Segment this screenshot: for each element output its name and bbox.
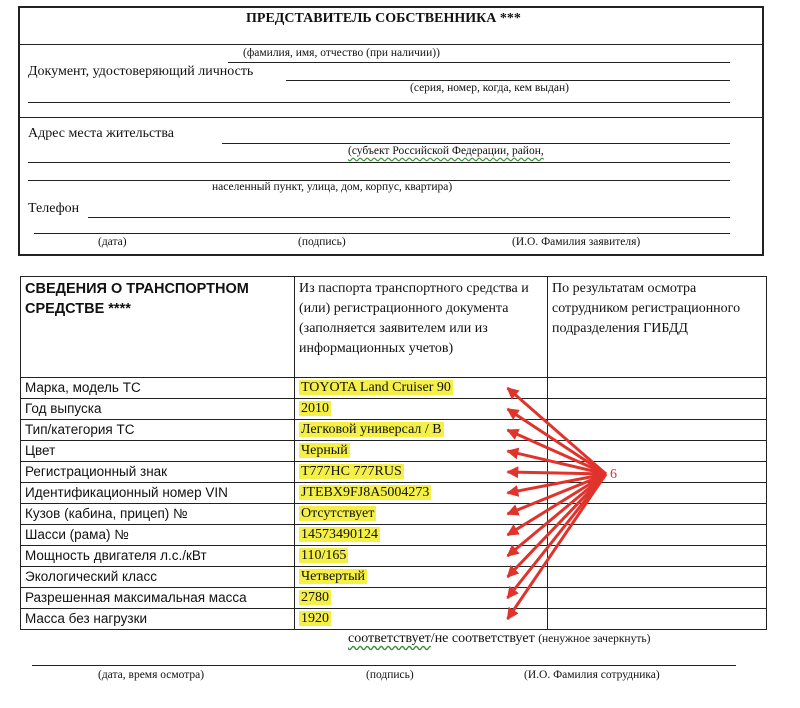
row-label: Мощность двигателя л.с./кВт	[21, 546, 295, 567]
conformity-ok: соответствует	[348, 631, 431, 646]
row-value: JTEBX9FJ8A5004273	[295, 483, 548, 504]
row-label: Разрешенная максимальная масса	[21, 588, 295, 609]
row-label: Тип/категория ТС	[21, 420, 295, 441]
row-label: Цвет	[21, 441, 295, 462]
owner-rep-title: ПРЕДСТАВИТЕЛЬ СОБСТВЕННИКА ***	[246, 11, 521, 26]
row-value: 1920	[295, 609, 548, 630]
fio-hint: (фамилия, имя, отчество (при наличии))	[243, 47, 440, 59]
id-doc-label: Документ, удостоверяющий личность	[28, 64, 254, 79]
row-value: Т777НС 777RUS	[295, 462, 548, 483]
annotation-arrow	[508, 472, 607, 474]
header-vehicle-info: СВЕДЕНИЯ О ТРАНСПОРТНОМ СРЕДСТВЕ ****	[21, 277, 295, 378]
conformity-not: не соответствует	[434, 631, 535, 646]
row-label: Марка, модель ТС	[21, 378, 295, 399]
sign-name-hint: (И.О. Фамилия заявителя)	[512, 236, 641, 248]
row-value: 2780	[295, 588, 548, 609]
row-value: 2010	[295, 399, 548, 420]
row-label: Масса без нагрузки	[21, 609, 295, 630]
inspect-name-hint: (И.О. Фамилия сотрудника)	[524, 669, 660, 681]
conformity-line	[348, 631, 650, 647]
inspect-date-hint: (дата, время осмотра)	[98, 669, 205, 681]
row-value: Отсутствует	[295, 504, 548, 525]
inspect-signature-hint: (подпись)	[366, 669, 414, 681]
row-value: 14573490124	[295, 525, 548, 546]
phone-label: Телефон	[28, 201, 80, 216]
sign-signature-hint: (подпись)	[298, 236, 346, 248]
annotation-number: 6	[610, 467, 617, 482]
conformity-hint: (ненужное зачеркнуть)	[538, 633, 651, 645]
row-label: Регистрационный знак	[21, 462, 295, 483]
inspector-signature-line	[32, 665, 736, 666]
annotation-arrow	[508, 430, 607, 474]
address-hint-1: (субъект Российской Федерации, район,	[348, 145, 544, 157]
row-value: Черный	[295, 441, 548, 462]
annotation-arrow	[508, 409, 607, 474]
row-label: Шасси (рама) №	[21, 525, 295, 546]
address-hint-2: населенный пункт, улица, дом, корпус, квартира)	[212, 181, 453, 193]
header-inspection: По результатам осмотра сотрудником регистрационного подразделения ГИБДД	[548, 277, 767, 378]
annotation-arrow	[508, 474, 607, 556]
row-label: Год выпуска	[21, 399, 295, 420]
address-label: Адрес места жительства	[28, 126, 174, 141]
id-doc-hint: (серия, номер, когда, кем выдан)	[410, 82, 569, 94]
row-value: TOYOTA Land Cruiser 90	[295, 378, 548, 399]
row-label: Кузов (кабина, прицеп) №	[21, 504, 295, 525]
row-value: Четвертый	[295, 567, 548, 588]
row-label: Идентификационный номер VIN	[21, 483, 295, 504]
row-label: Экологический класс	[21, 567, 295, 588]
annotation-arrow	[508, 474, 607, 619]
row-value: 110/165	[295, 546, 548, 567]
header-passport-data: Из паспорта транспортного средства и (или) регистрационного документа (заполняется заявителем или из информационных учетов)	[295, 277, 548, 378]
conformity-sep: /	[430, 631, 435, 646]
row-value: Легковой универсал / В	[295, 420, 548, 441]
sign-date-hint: (дата)	[98, 236, 127, 248]
